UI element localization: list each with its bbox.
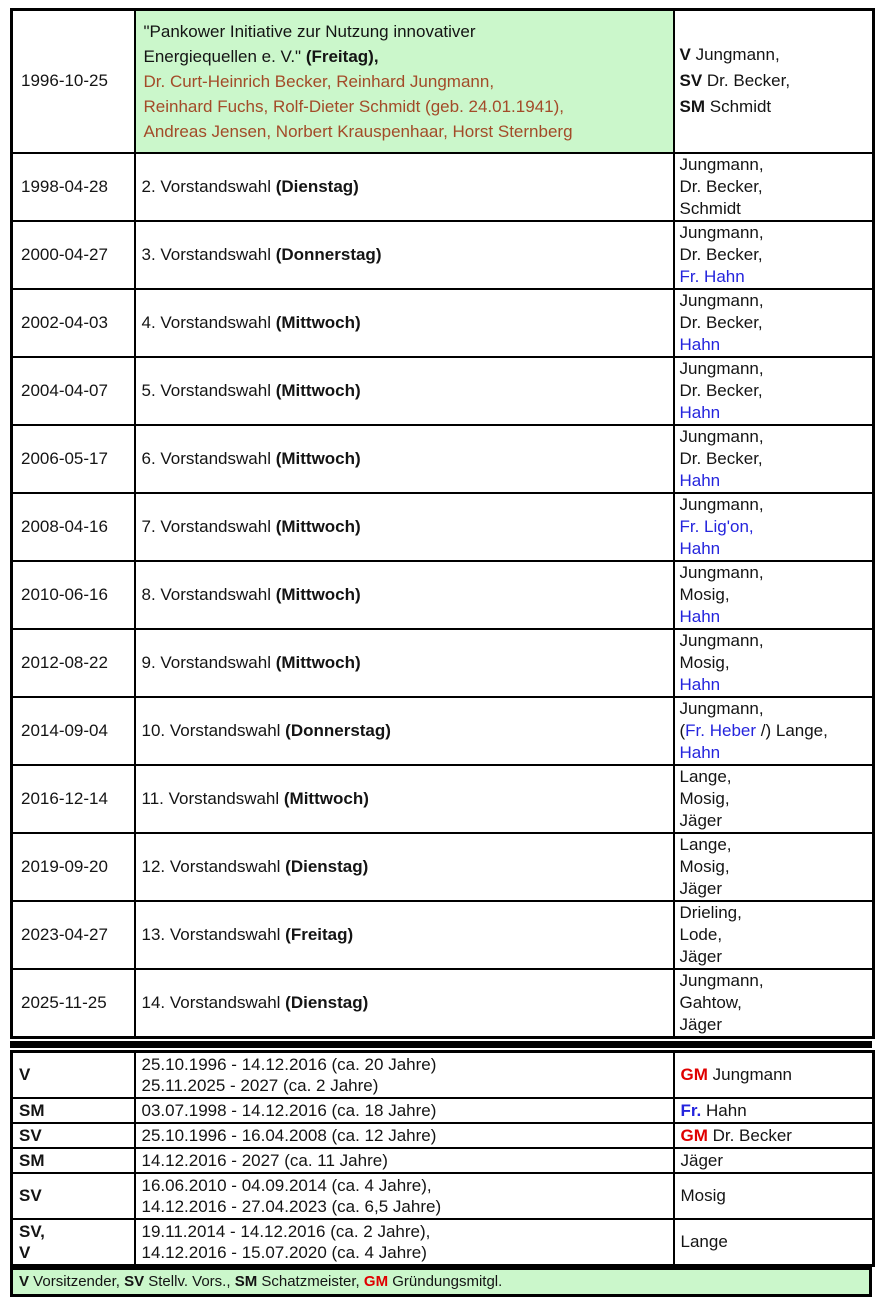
text-segment: (Donnerstag) <box>275 245 382 264</box>
description-cell <box>135 153 674 221</box>
text-segment: (Mittwoch) <box>275 313 361 332</box>
text-segment: "Pankower Initiative zur Nutzung innovativer <box>143 21 476 41</box>
text-segment: Dr. Becker, <box>679 448 763 468</box>
person-cell <box>674 1051 874 1098</box>
text-segment: 25.10.1996 - 14.12.2016 (ca. 20 Jahre) <box>141 1054 437 1074</box>
text-segment: 2016-12-14 <box>21 788 108 808</box>
text-segment: (Mittwoch) <box>275 585 361 604</box>
date-cell <box>12 901 135 969</box>
text-segment: 2023-04-27 <box>21 924 108 944</box>
text-segment: Stellv. Vors., <box>144 1272 235 1290</box>
text-segment: Fr. Lig'on, <box>679 516 754 536</box>
person-cell <box>674 1173 874 1219</box>
description-cell <box>135 833 674 901</box>
election-table <box>10 8 875 1039</box>
members-cell <box>674 493 874 561</box>
members-cell <box>674 561 874 629</box>
text-segment: 2008-04-16 <box>21 516 108 536</box>
election-history-document <box>10 8 872 1297</box>
members-cell <box>674 357 874 425</box>
text-segment: SM <box>234 1272 258 1290</box>
text-segment: Jäger <box>679 810 723 830</box>
text-segment: 2006-05-17 <box>21 448 108 468</box>
text-segment: Jungmann, <box>679 290 764 310</box>
members-cell <box>674 697 874 765</box>
table-row <box>12 153 874 221</box>
legend-row <box>12 1268 871 1295</box>
text-segment: SM <box>19 1100 45 1120</box>
date-cell <box>12 289 135 357</box>
person-cell <box>674 1098 874 1123</box>
text-segment: 6. Vorstandswahl <box>141 449 276 468</box>
text-segment: SV <box>19 1186 42 1205</box>
date-cell <box>12 833 135 901</box>
text-segment: Dr. Becker <box>712 1125 792 1145</box>
date-cell <box>12 969 135 1038</box>
table-row <box>12 10 874 153</box>
text-segment: 19.11.2014 - 14.12.2016 (ca. 2 Jahre), <box>141 1221 431 1241</box>
text-segment: Reinhard Fuchs, Rolf-Dieter Schmidt (geb. 24.01.1941), <box>143 96 564 116</box>
text-segment: Gründungsmitgl. <box>388 1272 503 1290</box>
text-segment: 14.12.2016 - 2027 (ca. 11 Jahre) <box>141 1150 388 1170</box>
text-segment: SV, <box>19 1221 45 1241</box>
table-row <box>12 833 874 901</box>
period-cell <box>135 1051 674 1098</box>
text-segment: 2. Vorstandswahl <box>141 177 276 196</box>
members-cell <box>674 901 874 969</box>
text-segment: Hahn <box>679 538 721 558</box>
description-cell <box>135 901 674 969</box>
text-segment: 1998-04-28 <box>21 176 108 196</box>
text-segment: 8. Vorstandswahl <box>141 585 276 604</box>
description-cell <box>135 969 674 1038</box>
description-cell <box>135 221 674 289</box>
members-cell <box>674 425 874 493</box>
text-segment: V <box>19 1242 31 1262</box>
text-segment: Schmidt <box>709 97 772 117</box>
summary-row <box>12 1219 874 1266</box>
text-segment: 4. Vorstandswahl <box>141 313 276 332</box>
table-row <box>12 901 874 969</box>
table-row <box>12 697 874 765</box>
text-segment: (Freitag) <box>285 925 354 944</box>
text-segment: 12. Vorstandswahl <box>141 857 286 876</box>
date-cell <box>12 493 135 561</box>
members-cell <box>674 833 874 901</box>
members-cell <box>674 221 874 289</box>
text-segment: 10. Vorstandswahl <box>141 721 286 740</box>
section-divider-bar <box>10 1041 872 1048</box>
text-segment: Schmidt <box>679 198 741 218</box>
description-cell <box>135 493 674 561</box>
text-segment: (Dienstag) <box>285 857 369 876</box>
members-cell <box>674 629 874 697</box>
table-row <box>12 289 874 357</box>
person-cell <box>674 1123 874 1148</box>
text-segment: 16.06.2010 - 04.09.2014 (ca. 4 Jahre), <box>141 1175 432 1195</box>
text-segment: Jäger <box>679 946 723 966</box>
text-segment: 5. Vorstandswahl <box>141 381 276 400</box>
text-segment: Jungmann, <box>679 358 764 378</box>
date-cell <box>12 221 135 289</box>
table-row <box>12 425 874 493</box>
legend-cell <box>12 1268 871 1295</box>
text-segment: Hahn <box>679 334 721 354</box>
date-cell <box>12 697 135 765</box>
text-segment: 3. Vorstandswahl <box>141 245 276 264</box>
text-segment: 2019-09-20 <box>21 856 108 876</box>
members-cell <box>674 969 874 1038</box>
description-cell <box>135 697 674 765</box>
text-segment: Lode, <box>679 924 723 944</box>
text-segment: 14.12.2016 - 27.04.2023 (ca. 6,5 Jahre) <box>141 1196 442 1216</box>
text-segment: (Dienstag) <box>285 993 369 1012</box>
summary-row <box>12 1148 874 1173</box>
text-segment: Dr. Becker, <box>679 312 763 332</box>
text-segment: Dr. Becker, <box>679 244 763 264</box>
text-segment: 11. Vorstandswahl <box>141 789 284 808</box>
members-cell <box>674 289 874 357</box>
text-segment: Lange, <box>679 834 732 854</box>
text-segment: V <box>19 1272 30 1290</box>
text-segment: SV <box>124 1272 145 1290</box>
text-segment: (Mittwoch) <box>275 449 361 468</box>
text-segment: V <box>679 45 696 65</box>
text-segment: (Mittwoch) <box>275 381 361 400</box>
text-segment: V <box>19 1065 31 1084</box>
summary-row <box>12 1098 874 1123</box>
text-segment: Mosig <box>680 1186 726 1205</box>
text-segment: Fr. <box>680 1100 707 1120</box>
text-segment: Mosig, <box>679 584 730 604</box>
text-segment: 13. Vorstandswahl <box>141 925 286 944</box>
date-cell <box>12 765 135 833</box>
text-segment: Hahn <box>706 1100 747 1120</box>
text-segment: Jungmann, <box>679 154 764 174</box>
text-segment: Lange, <box>679 766 732 786</box>
role-cell <box>12 1051 135 1098</box>
description-cell <box>135 765 674 833</box>
text-segment: (Donnerstag) <box>285 721 391 740</box>
text-segment: 2012-08-22 <box>21 652 108 672</box>
members-cell <box>674 153 874 221</box>
text-segment: 2004-04-07 <box>21 380 108 400</box>
text-segment: Dr. Becker, <box>706 71 791 91</box>
text-segment: SM <box>679 97 710 117</box>
text-segment: Jäger <box>680 1150 724 1170</box>
text-segment: 2000-04-27 <box>21 244 108 264</box>
period-cell <box>135 1098 674 1123</box>
date-cell <box>12 153 135 221</box>
role-cell <box>12 1123 135 1148</box>
members-cell <box>674 10 874 153</box>
text-segment: Hahn <box>679 402 721 422</box>
text-segment: SM <box>19 1150 45 1170</box>
person-cell <box>674 1219 874 1266</box>
period-cell <box>135 1123 674 1148</box>
legend-table <box>10 1267 872 1297</box>
text-segment: 9. Vorstandswahl <box>141 653 276 672</box>
text-segment: Jungmann, <box>679 562 764 582</box>
text-segment: 2010-06-16 <box>21 584 108 604</box>
table-row <box>12 765 874 833</box>
text-segment: 1996-10-25 <box>21 71 108 91</box>
text-segment: Jäger <box>679 878 723 898</box>
text-segment: GM <box>680 1125 713 1145</box>
summary-row <box>12 1051 874 1098</box>
text-segment: 2025-11-25 <box>21 992 107 1012</box>
summary-row <box>12 1123 874 1148</box>
text-segment: Jäger <box>679 1014 723 1034</box>
table-row <box>12 969 874 1038</box>
date-cell <box>12 629 135 697</box>
text-segment: GM <box>680 1065 713 1084</box>
text-segment: (Dienstag) <box>275 177 359 196</box>
table-row <box>12 493 874 561</box>
description-cell <box>135 10 674 153</box>
text-segment: Lange <box>680 1232 728 1251</box>
text-segment: Mosig, <box>679 788 730 808</box>
text-segment: Gahtow, <box>679 992 742 1012</box>
role-cell <box>12 1173 135 1219</box>
text-segment: Jungmann, <box>679 426 764 446</box>
text-segment: Jungmann, <box>679 630 764 650</box>
text-segment: Jungmann, <box>679 970 764 990</box>
role-cell <box>12 1219 135 1266</box>
text-segment: Drieling, <box>679 902 742 922</box>
text-segment: Schatzmeister, <box>257 1272 364 1290</box>
description-cell <box>135 629 674 697</box>
text-segment: Hahn <box>679 742 721 762</box>
text-segment: Fr. Heber <box>685 720 757 740</box>
role-cell <box>12 1148 135 1173</box>
summary-row <box>12 1173 874 1219</box>
tenure-summary-table <box>10 1050 875 1267</box>
text-segment: 03.07.1998 - 14.12.2016 (ca. 18 Jahre) <box>141 1100 437 1120</box>
text-segment: Jungmann, <box>695 45 780 65</box>
table-row <box>12 629 874 697</box>
text-segment: 7. Vorstandswahl <box>141 517 276 536</box>
text-segment: Vorsitzender, <box>29 1272 125 1290</box>
text-segment: 25.10.1996 - 16.04.2008 (ca. 12 Jahre) <box>141 1125 437 1145</box>
date-cell <box>12 10 135 153</box>
text-segment: Jungmann <box>712 1065 792 1084</box>
period-cell <box>135 1219 674 1266</box>
table-row <box>12 561 874 629</box>
text-segment: Dr. Curt-Heinrich Becker, Reinhard Jungmann, <box>143 71 495 91</box>
table-row <box>12 221 874 289</box>
description-cell <box>135 561 674 629</box>
table-row <box>12 357 874 425</box>
role-cell <box>12 1098 135 1123</box>
text-segment: Dr. Becker, <box>679 176 763 196</box>
members-cell <box>674 765 874 833</box>
description-cell <box>135 357 674 425</box>
text-segment: Jungmann, <box>679 698 764 718</box>
text-segment: 2002-04-03 <box>21 312 108 332</box>
date-cell <box>12 561 135 629</box>
text-segment: Jungmann, <box>679 222 764 242</box>
person-cell <box>674 1148 874 1173</box>
text-segment: (Mittwoch) <box>275 653 361 672</box>
text-segment: /) Lange, <box>756 720 828 740</box>
text-segment: (Mittwoch) <box>283 789 369 808</box>
text-segment: Mosig, <box>679 856 730 876</box>
period-cell <box>135 1148 674 1173</box>
text-segment: GM <box>363 1272 389 1290</box>
date-cell <box>12 425 135 493</box>
text-segment: Mosig, <box>679 652 730 672</box>
period-cell <box>135 1173 674 1219</box>
text-segment: 2014-09-04 <box>21 720 108 740</box>
text-segment: 25.11.2025 - 2027 (ca. 2 Jahre) <box>141 1075 379 1095</box>
text-segment: Dr. Becker, <box>679 380 763 400</box>
text-segment: Jungmann, <box>679 494 764 514</box>
text-segment: Hahn <box>679 470 721 490</box>
date-cell <box>12 357 135 425</box>
text-segment: Energiequellen e. V." <box>143 46 306 66</box>
text-segment: (Freitag), <box>305 46 379 66</box>
description-cell <box>135 425 674 493</box>
text-segment: (Mittwoch) <box>275 517 361 536</box>
text-segment: 14.12.2016 - 15.07.2020 (ca. 4 Jahre) <box>141 1242 427 1262</box>
text-segment: Hahn <box>679 674 721 694</box>
text-segment: SV <box>19 1125 42 1145</box>
description-cell <box>135 289 674 357</box>
text-segment: Fr. Hahn <box>679 266 745 286</box>
text-segment: SV <box>679 71 707 91</box>
text-segment: Hahn <box>679 606 721 626</box>
text-segment: ( <box>679 720 686 740</box>
text-segment: Andreas Jensen, Norbert Krauspenhaar, Horst Sternberg <box>143 121 573 141</box>
text-segment: 14. Vorstandswahl <box>141 993 286 1012</box>
